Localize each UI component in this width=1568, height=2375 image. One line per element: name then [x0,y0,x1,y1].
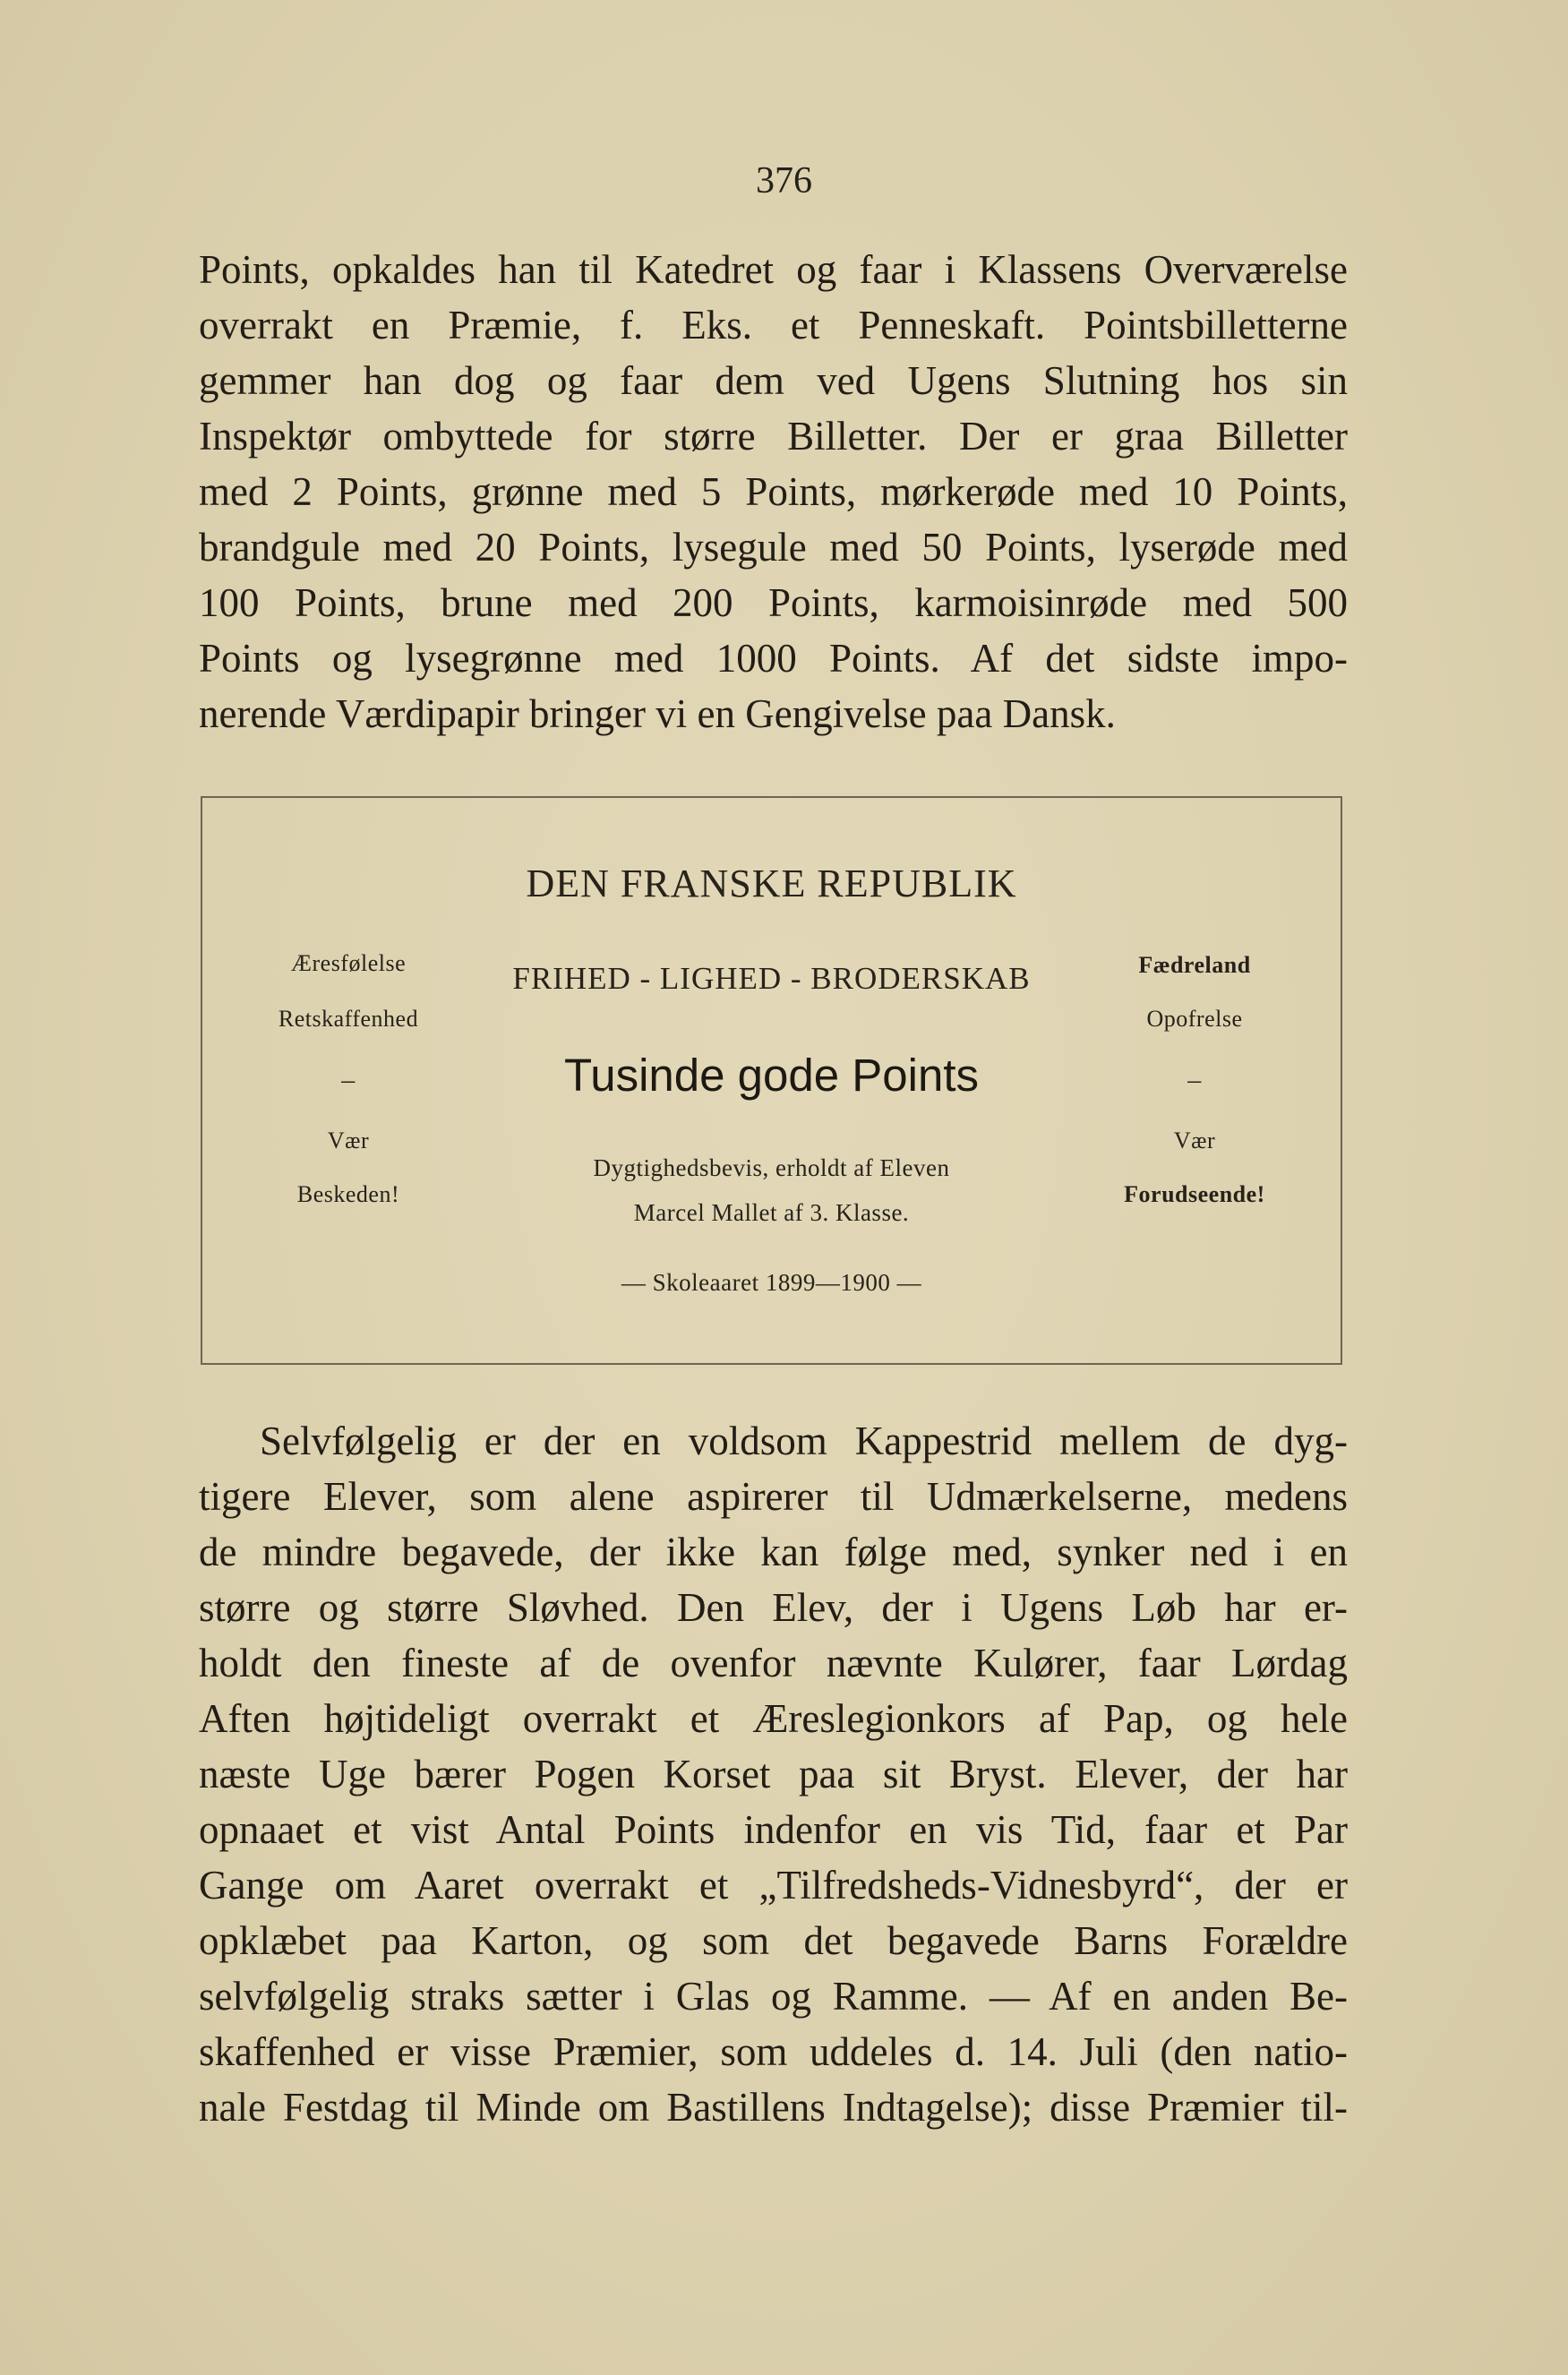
text-line: Points og lysegrønne med 1000 Points. Af det sidste impo- [199,636,1348,681]
text-line: nale Festdag til Minde om Bastillens Indtagelse); disse Præmier til- [199,2085,1348,2130]
text-line: Gange om Aaret overrakt et „Tilfredsheds-Vidnesbyrd“, der er [199,1863,1348,1908]
text-line: 100 Points, brune med 200 Points, karmoisinrøde med 500 [199,580,1348,625]
points-certificate [201,796,1342,1365]
text-line: opklæbet paa Karton, og som det begavede Barns Forældre [199,1918,1348,1963]
left-virtue: Vær [327,1127,370,1153]
text-line: opnaaet et vist Antal Points indenfor en vis Tid, faar et Par [199,1807,1348,1852]
text-line: brandgule med 20 Points, lysegule med 50 Points, lyserøde med [199,525,1348,570]
text-line: større og større Sløvhed. Den Elev, der i Ugens Løb har er- [199,1585,1348,1630]
right-virtue: Opofrelse [1146,1006,1243,1032]
text-line: Aften højtideligt overrakt et Æreslegionkors af Pap, og hele [199,1696,1348,1741]
left-virtue: Retskaffenhed [278,1006,419,1032]
text-line: skaffenhed er visse Præmier, som uddeles d. 14. Juli (den natio- [199,2029,1348,2074]
left-virtue: Æresfølelse [290,950,407,976]
certificate-line: Marcel Mallet af 3. Klasse. [633,1199,910,1226]
text-line: Inspektør ombyttede for større Billetter. Der er graa Billetter [199,414,1348,459]
text-line: nerende Værdipapir bringer vi en Gengivelse paa Dansk. [199,691,1116,736]
text-line: holdt den fineste af de ovenfor nævnte Kulører, faar Lørdag [199,1641,1348,1685]
page-number: 376 [756,160,812,201]
text-line: tigere Elever, som alene aspirerer til Udmærkelserne, medens [199,1474,1348,1519]
text-line: overrakt en Præmie, f. Eks. et Penneskaft. Pointsbilletterne [199,303,1348,347]
text-line: selvfølgelig straks sætter i Glas og Ramme. — Af en anden Be- [199,1974,1348,2019]
text-line: næste Uge bærer Pogen Korset paa sit Bryst. Elever, der har [199,1752,1348,1796]
certificate-school-year: — Skoleaaret 1899—1900 — [621,1269,922,1296]
right-dash: – [1187,1065,1202,1094]
paragraph-2 [199,1413,1348,2135]
text-line: Selvfølgelig er der en voldsom Kappestrid mellem de dyg- [260,1419,1348,1463]
text-line: de mindre begavede, der ikke kan følge med, synker ned i en [199,1530,1348,1574]
certificate-title: DEN FRANSKE REPUBLIK [526,862,1017,905]
text-line: gemmer han dog og faar dem ved Ugens Slutning hos sin [199,358,1348,403]
right-virtue: Vær [1173,1127,1216,1153]
text-line: med 2 Points, grønne med 5 Points, mørkerøde med 10 Points, [199,469,1348,514]
certificate-line: Dygtighedsbevis, erholdt af Eleven [593,1154,950,1181]
left-virtue: Beskeden! [296,1181,400,1207]
right-virtue: Fædreland [1138,952,1251,978]
left-dash: – [341,1065,356,1094]
paragraph-1 [199,242,1348,742]
text-line: Points, opkaldes han til Katedret og faar i Klassens Overværelse [199,247,1348,292]
right-virtue: Forudseende! [1124,1181,1265,1207]
certificate-main-text: Tusinde gode Points [563,1050,980,1101]
certificate-motto: FRIHED - LIGHED - BRODERSKAB [512,961,1031,996]
